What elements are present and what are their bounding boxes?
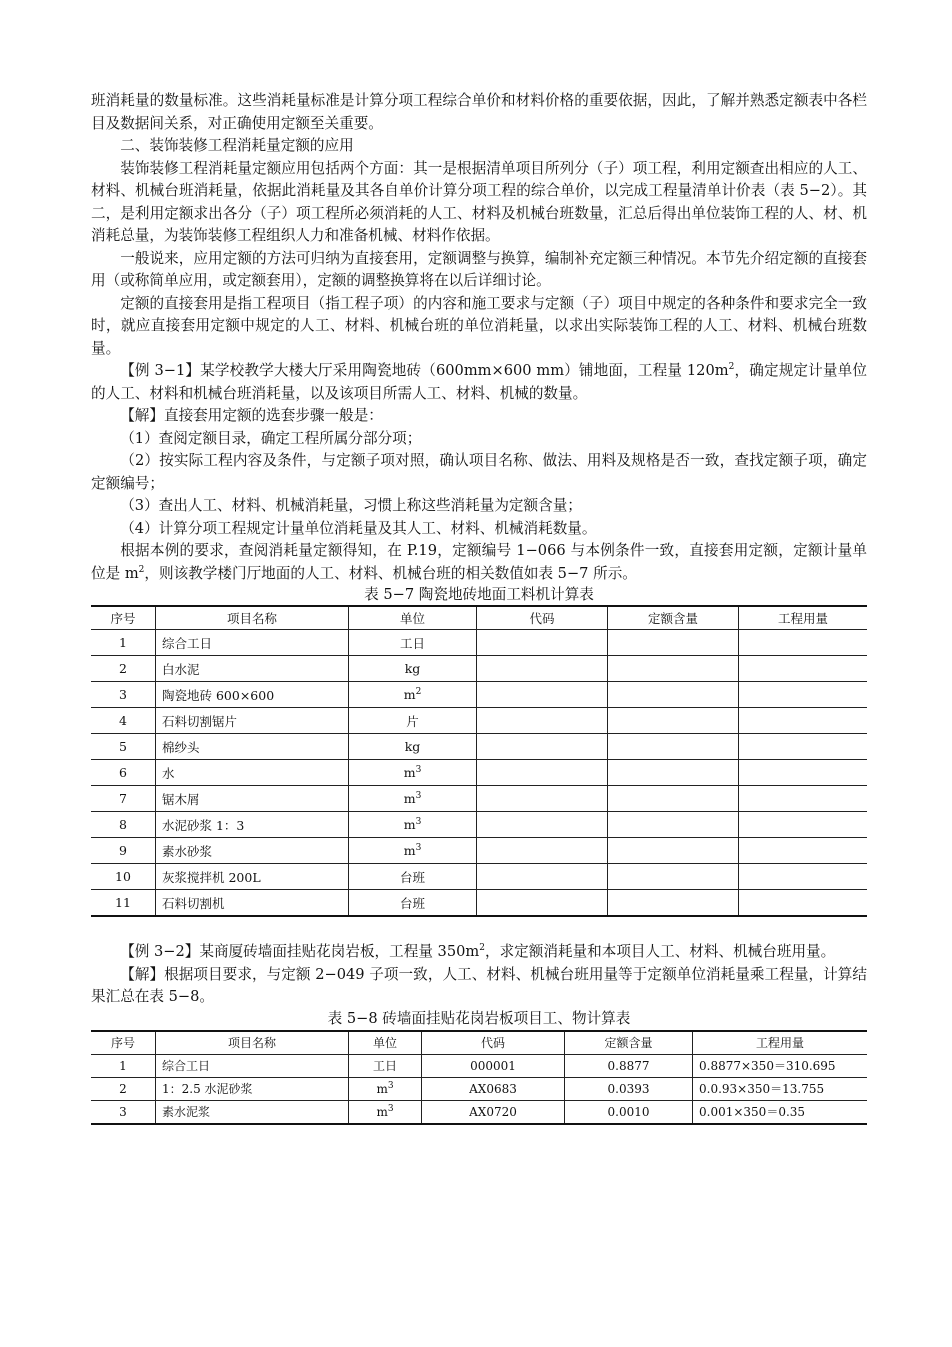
row-number: 9 bbox=[91, 838, 156, 864]
section-heading: 二、装饰装修工程消耗量定额的应用 bbox=[120, 137, 354, 154]
table-1-header: 代码 bbox=[477, 606, 608, 630]
row-number: 2 bbox=[91, 656, 156, 682]
lookup-text-b: ，则该教学楼门厅地面的人工、材料、机械台班的相关数值如表 5−7 所示。 bbox=[144, 564, 637, 582]
quota-cell bbox=[608, 786, 739, 812]
row-number: 1 bbox=[91, 1054, 156, 1077]
quota-cell bbox=[608, 708, 739, 734]
example-2 bbox=[91, 941, 867, 964]
item-name: 1：2.5 水泥砂浆 bbox=[156, 1077, 349, 1100]
lookup-text-a: 根据本例的要求，查阅消耗量定额得知，在 P.19，定额编号 1−066 与本例条件一致，直接套用定额，定额计量单位是 m bbox=[91, 542, 867, 582]
example-1-text-b: ，确定规定计量单位的人工、材料和机械台班消耗量，以及该项目所需人工、材料、机械的数量。 bbox=[91, 362, 867, 402]
table-row bbox=[91, 1077, 867, 1100]
unit-text: m bbox=[403, 765, 416, 780]
code-cell bbox=[477, 656, 608, 682]
unit-text: m bbox=[403, 817, 416, 832]
usage-cell: 0.0.93×350＝13.755 bbox=[693, 1077, 868, 1100]
unit-exponent: 3 bbox=[415, 816, 422, 827]
item-name: 锯木屑 bbox=[156, 786, 349, 812]
table-1-caption: 表 5−7 陶瓷地砖地面工料机计算表 bbox=[364, 586, 594, 603]
table-2-caption: 表 5−8 砖墙面挂贴花岗岩板项目工、物计算表 bbox=[327, 1009, 631, 1027]
paragraph-lookup bbox=[91, 540, 867, 585]
usage-cell bbox=[739, 786, 868, 812]
unit-exponent: 3 bbox=[415, 842, 422, 853]
unit-cell bbox=[349, 890, 477, 917]
paragraph-methods: 一般说来，应用定额的方法可归纳为直接套用，定额调整与换算，编制补充定额三种情况。本节先介绍定额的直接套用（或称简单应用，或定额套用），定额的调整换算将在以后详细讨论。 bbox=[91, 249, 867, 289]
row-number: 2 bbox=[91, 1077, 156, 1100]
unit-exponent: 3 bbox=[415, 764, 422, 775]
code-cell: AX0683 bbox=[422, 1077, 565, 1100]
paragraph-direct-use: 定额的直接套用是指工程项目（指工程子项）的内容和施工要求与定额（子）项目中规定的各种条件和要求完全一致时，就应直接套用定额中规定的人工、材料、机械台班的单位消耗量，以求出实际装饰工程的人工、材料、机械台班数量。 bbox=[91, 294, 867, 357]
usage-cell: 0.001×350＝0.35 bbox=[693, 1100, 868, 1124]
step-2: （2）按实际工程内容及条件，与定额子项对照，确认项目名称、做法、用料及规格是否一致，查找定额子项，确定定额编号； bbox=[91, 452, 867, 492]
usage-cell bbox=[739, 708, 868, 734]
unit-cell bbox=[349, 734, 477, 760]
code-cell: 000001 bbox=[422, 1054, 565, 1077]
code-cell bbox=[477, 864, 608, 890]
unit-text: m bbox=[403, 791, 416, 806]
table-row bbox=[91, 1054, 867, 1077]
quota-cell bbox=[608, 890, 739, 917]
table-row bbox=[91, 760, 867, 786]
unit-cell bbox=[349, 656, 477, 682]
usage-cell bbox=[739, 760, 868, 786]
table-row bbox=[91, 708, 867, 734]
table-row bbox=[91, 630, 867, 656]
table-2-header: 序号 bbox=[91, 1031, 156, 1055]
spacer bbox=[91, 917, 867, 941]
table-row bbox=[91, 890, 867, 917]
lookup-sup: 2 bbox=[138, 564, 145, 575]
unit-text: m bbox=[403, 687, 416, 702]
code-cell bbox=[477, 682, 608, 708]
usage-cell bbox=[739, 890, 868, 917]
code-cell bbox=[477, 838, 608, 864]
unit-text: m bbox=[376, 1081, 388, 1096]
unit-text: 工日 bbox=[372, 1059, 397, 1073]
solution-2: 【解】根据项目要求，与定额 2−049 子项一致，人工、材料、机械台班用量等于定额单位消耗量乘工程量，计算结果汇总在表 5−8。 bbox=[91, 965, 867, 1005]
usage-cell: 0.8877×350＝310.695 bbox=[693, 1054, 868, 1077]
table-1-header: 项目名称 bbox=[156, 606, 349, 630]
usage-cell bbox=[739, 630, 868, 656]
table-1-header-row bbox=[91, 606, 867, 630]
step-1: （1）查阅定额目录，确定工程所属分部分项； bbox=[120, 429, 422, 447]
step-3: （3）查出人工、材料、机械消耗量，习惯上称这些消耗量为定额含量； bbox=[120, 497, 582, 514]
code-cell: AX0720 bbox=[422, 1100, 565, 1124]
unit-text: kg bbox=[404, 661, 421, 676]
table-1-header: 定额含量 bbox=[608, 606, 739, 630]
table-1 bbox=[91, 605, 867, 917]
unit-cell bbox=[349, 1100, 422, 1124]
row-number: 6 bbox=[91, 760, 156, 786]
example-2-text-a: 【例 3−2】某商厦砖墙面挂贴花岗岩板，工程量 350m bbox=[120, 943, 480, 960]
table-2-header: 工程用量 bbox=[693, 1031, 868, 1055]
quota-cell bbox=[608, 812, 739, 838]
row-number: 11 bbox=[91, 890, 156, 917]
unit-cell bbox=[349, 1054, 422, 1077]
item-name: 水泥砂浆 1：3 bbox=[156, 812, 349, 838]
example-1-text-a: 【例 3−1】某学校教学大楼大厅采用陶瓷地砖（600mm×600 mm）铺地面，工程量 120m bbox=[120, 362, 729, 379]
unit-exponent: 2 bbox=[415, 686, 422, 697]
table-row bbox=[91, 838, 867, 864]
quota-cell bbox=[608, 682, 739, 708]
unit-cell bbox=[349, 812, 477, 838]
unit-cell bbox=[349, 708, 477, 734]
row-number: 3 bbox=[91, 1100, 156, 1124]
quota-cell bbox=[608, 630, 739, 656]
item-name: 陶瓷地砖 600×600 bbox=[156, 682, 349, 708]
code-cell bbox=[477, 786, 608, 812]
table-1-header: 单位 bbox=[349, 606, 477, 630]
unit-cell bbox=[349, 786, 477, 812]
table-1-header: 序号 bbox=[91, 606, 156, 630]
code-cell bbox=[477, 630, 608, 656]
quota-cell: 0.0010 bbox=[565, 1100, 693, 1124]
code-cell bbox=[477, 812, 608, 838]
quota-cell bbox=[608, 760, 739, 786]
quota-cell bbox=[608, 864, 739, 890]
table-2 bbox=[91, 1030, 867, 1125]
usage-cell bbox=[739, 838, 868, 864]
usage-cell bbox=[739, 656, 868, 682]
quota-cell bbox=[608, 734, 739, 760]
unit-exponent: 3 bbox=[387, 1080, 394, 1091]
unit-cell bbox=[349, 760, 477, 786]
item-name: 棉纱头 bbox=[156, 734, 349, 760]
row-number: 7 bbox=[91, 786, 156, 812]
table-row bbox=[91, 734, 867, 760]
unit-exponent: 3 bbox=[387, 1103, 394, 1114]
item-name: 综合工日 bbox=[156, 630, 349, 656]
item-name: 素水泥浆 bbox=[156, 1100, 349, 1124]
code-cell bbox=[477, 708, 608, 734]
example-1-sup: 2 bbox=[728, 362, 735, 373]
usage-cell bbox=[739, 812, 868, 838]
unit-cell bbox=[349, 838, 477, 864]
usage-cell bbox=[739, 682, 868, 708]
unit-cell bbox=[349, 864, 477, 890]
example-2-text-b: ，求定额消耗量和本项目人工、材料、机械台班用量。 bbox=[484, 943, 836, 960]
table-row bbox=[91, 656, 867, 682]
table-2-header: 单位 bbox=[349, 1031, 422, 1055]
unit-text: 工日 bbox=[399, 635, 425, 651]
row-number: 5 bbox=[91, 734, 156, 760]
table-2-header: 定额含量 bbox=[565, 1031, 693, 1055]
item-name: 白水泥 bbox=[156, 656, 349, 682]
table-2-header: 项目名称 bbox=[156, 1031, 349, 1055]
table-2-header-row bbox=[91, 1031, 867, 1055]
item-name: 灰浆搅拌机 200L bbox=[156, 864, 349, 890]
code-cell bbox=[477, 734, 608, 760]
page-content bbox=[91, 90, 867, 1125]
item-name: 石料切割锯片 bbox=[156, 708, 349, 734]
example-2-sup: 2 bbox=[479, 943, 485, 954]
usage-cell bbox=[739, 864, 868, 890]
unit-exponent: 3 bbox=[415, 790, 422, 801]
paragraph-intro: 班消耗量的数量标准。这些消耗量标准是计算分项工程综合单价和材料价格的重要依据，因此，了解并熟悉定额表中各栏目及数据间关系，对正确使用定额至关重要。 bbox=[91, 92, 867, 132]
unit-text: 台班 bbox=[399, 869, 425, 885]
row-number: 8 bbox=[91, 812, 156, 838]
unit-text: 片 bbox=[406, 713, 419, 729]
quota-cell bbox=[608, 656, 739, 682]
unit-text: kg bbox=[404, 739, 421, 754]
table-row bbox=[91, 1100, 867, 1124]
unit-cell bbox=[349, 630, 477, 656]
item-name: 素水砂浆 bbox=[156, 838, 349, 864]
step-4: （4）计算分项工程规定计量单位消耗量及其人工、材料、机械消耗数量。 bbox=[120, 519, 597, 537]
paragraph-application: 装饰装修工程消耗量定额应用包括两个方面：其一是根据清单项目所列分（子）项工程，利用定额查出相应的人工、材料、机械台班消耗量，依据此消耗量及其各自单价计算分项工程的综合单价，以完成工程量清单计价表（表 5−2）。其二，是利用定额求出各分（子）项工程所必须消耗的人工、材料及机械台班数量，汇总后得出单位装饰工程的人、材、机消耗总量，为装饰装修工程组织人力和准备机械、材料作依据。 bbox=[91, 159, 867, 244]
quota-cell: 0.0393 bbox=[565, 1077, 693, 1100]
usage-cell bbox=[739, 734, 868, 760]
unit-cell bbox=[349, 1077, 422, 1100]
row-number: 1 bbox=[91, 630, 156, 656]
code-cell bbox=[477, 890, 608, 917]
table-2-body bbox=[91, 1054, 867, 1124]
example-1 bbox=[91, 360, 867, 405]
item-name: 水 bbox=[156, 760, 349, 786]
row-number: 3 bbox=[91, 682, 156, 708]
quota-cell bbox=[608, 838, 739, 864]
code-cell bbox=[477, 760, 608, 786]
table-row bbox=[91, 682, 867, 708]
table-2-header: 代码 bbox=[422, 1031, 565, 1055]
unit-text: m bbox=[376, 1104, 388, 1119]
solution-1: 【解】直接套用定额的选套步骤一般是： bbox=[120, 407, 383, 424]
unit-text: 台班 bbox=[399, 895, 425, 911]
table-row bbox=[91, 786, 867, 812]
item-name: 石料切割机 bbox=[156, 890, 349, 917]
item-name: 综合工日 bbox=[156, 1054, 349, 1077]
table-1-header: 工程用量 bbox=[739, 606, 868, 630]
table-row bbox=[91, 864, 867, 890]
row-number: 4 bbox=[91, 708, 156, 734]
row-number: 10 bbox=[91, 864, 156, 890]
unit-text: m bbox=[403, 843, 416, 858]
quota-cell: 0.8877 bbox=[565, 1054, 693, 1077]
table-row bbox=[91, 812, 867, 838]
unit-cell bbox=[349, 682, 477, 708]
table-1-body bbox=[91, 630, 867, 917]
